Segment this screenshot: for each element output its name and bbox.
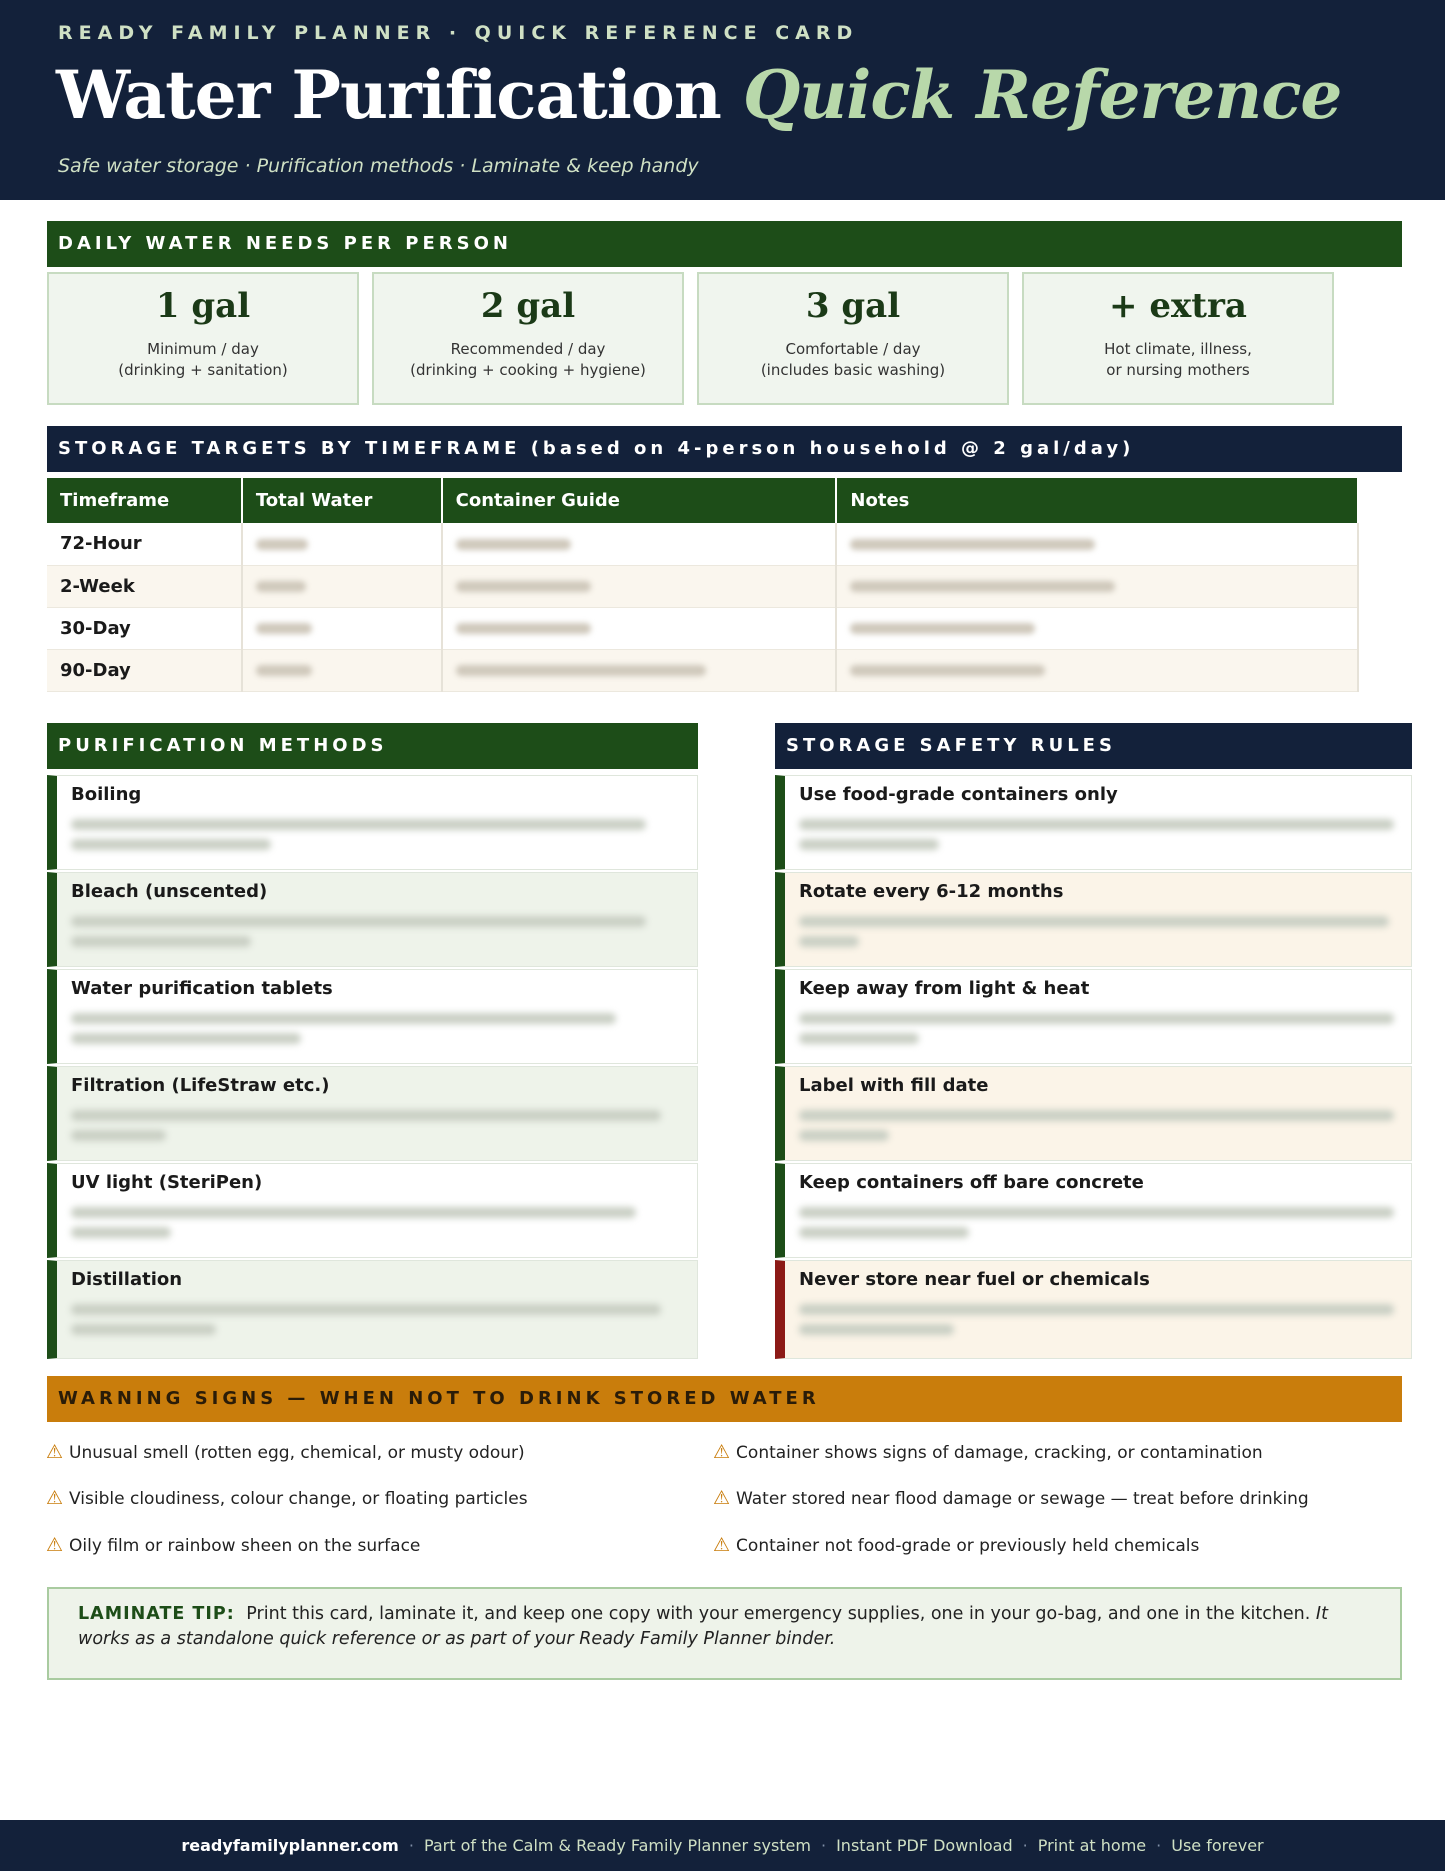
warning-triangle-icon: ⚠ — [713, 1487, 731, 1509]
footer-text: Print at home — [1037, 1836, 1147, 1855]
blurred-cell — [442, 607, 837, 649]
tip-label: LAMINATE TIP: — [78, 1604, 235, 1624]
table-row — [47, 523, 1358, 565]
need-card — [47, 272, 359, 405]
footer-text: Instant PDF Download — [836, 1836, 1013, 1855]
warning-text: Oily film or rainbow sheen on the surface — [69, 1536, 421, 1556]
warning-item — [46, 1487, 528, 1509]
laminate-tip-box — [47, 1587, 1402, 1680]
blurred-cell — [836, 523, 1358, 565]
need-line: Hot climate, illness, — [1104, 340, 1252, 358]
purification-name: UV light (SteriPen) — [71, 1172, 263, 1193]
purification-item — [47, 775, 698, 870]
footer-site-link[interactable]: readyfamilyplanner.com — [181, 1836, 399, 1855]
need-amount: 1 gal — [155, 286, 251, 326]
warning-text: Container not food-grade or previously held chemicals — [736, 1536, 1200, 1556]
warning-triangle-icon: ⚠ — [46, 1441, 64, 1463]
purification-item — [47, 969, 698, 1064]
need-line: Minimum / day — [147, 340, 259, 358]
purification-heading: PURIFICATION METHODS — [47, 723, 698, 769]
footer-separator: · — [820, 1836, 827, 1855]
header-banner — [0, 0, 1445, 200]
safety-name: Use food-grade containers only — [799, 784, 1118, 805]
need-line: (includes basic washing) — [760, 361, 946, 379]
timeframe-cell: 30-Day — [47, 607, 242, 649]
title-main: Water Purification — [56, 56, 721, 134]
warning-triangle-icon: ⚠ — [713, 1534, 731, 1556]
warning-text: Container shows signs of damage, cracking, or contamination — [736, 1443, 1263, 1463]
timeframe-cell: 2-Week — [47, 565, 242, 607]
safety-heading: STORAGE SAFETY RULES — [775, 723, 1412, 769]
safety-name: Label with fill date — [799, 1075, 989, 1096]
need-card — [1022, 272, 1334, 405]
blurred-cell — [242, 649, 442, 691]
footer-bar — [0, 1820, 1445, 1871]
safety-item — [775, 872, 1412, 967]
storage-targets-table — [47, 478, 1359, 692]
table-row — [47, 565, 1358, 607]
page-subtitle: Safe water storage · Purification methods · Laminate & keep handy — [58, 155, 699, 177]
blurred-cell — [442, 523, 837, 565]
need-line: (drinking + sanitation) — [118, 361, 288, 379]
tip-text: Print this card, laminate it, and keep one copy with your emergency supplies, one in your go-bag, and one in the kitchen. — [246, 1604, 1311, 1624]
purification-item — [47, 872, 698, 967]
purification-item — [47, 1260, 698, 1359]
warning-item — [46, 1441, 525, 1463]
title-accent: Quick Reference — [742, 56, 1342, 134]
timeframe-cell: 90-Day — [47, 649, 242, 691]
eyebrow-text: READY FAMILY PLANNER · QUICK REFERENCE CARD — [58, 22, 859, 44]
storage-targets-heading: STORAGE TARGETS BY TIMEFRAME (based on 4-person household @ 2 gal/day) — [47, 426, 1402, 472]
footer-separator: · — [1022, 1836, 1028, 1855]
blurred-cell — [442, 649, 837, 691]
need-amount: + extra — [1109, 286, 1247, 326]
warning-triangle-icon: ⚠ — [46, 1487, 64, 1509]
warning-triangle-icon: ⚠ — [713, 1441, 731, 1463]
tip-italic: It works as a standalone quick reference or as part of your Ready Family Planner binder. — [78, 1604, 1328, 1649]
blurred-cell — [242, 607, 442, 649]
warning-item — [713, 1441, 1263, 1463]
blurred-cell — [836, 565, 1358, 607]
purification-name: Distillation — [71, 1269, 183, 1290]
safety-name: Never store near fuel or chemicals — [799, 1269, 1150, 1290]
footer-text: Part of the Calm & Ready Family Planner system — [423, 1836, 811, 1855]
column-header: Notes — [836, 478, 1358, 523]
daily-needs-heading: DAILY WATER NEEDS PER PERSON — [47, 221, 1402, 267]
purification-name: Filtration (LifeStraw etc.) — [71, 1075, 330, 1096]
timeframe-cell: 72-Hour — [47, 523, 242, 565]
purification-name: Boiling — [71, 784, 142, 805]
need-card — [372, 272, 684, 405]
blurred-cell — [836, 607, 1358, 649]
blurred-cell — [442, 565, 837, 607]
safety-item — [775, 1066, 1412, 1161]
table-row — [47, 649, 1358, 691]
warning-item — [713, 1534, 1199, 1556]
footer-separator: · — [1156, 1836, 1162, 1855]
safety-name: Keep containers off bare concrete — [799, 1172, 1144, 1193]
need-line: Comfortable / day — [785, 340, 921, 358]
purification-item — [47, 1066, 698, 1161]
safety-item — [775, 969, 1412, 1064]
footer-separator: · — [408, 1836, 414, 1855]
need-card — [697, 272, 1009, 405]
blurred-cell — [242, 523, 442, 565]
warning-item — [46, 1534, 420, 1556]
safety-name: Rotate every 6-12 months — [799, 881, 1064, 902]
need-amount: 2 gal — [480, 286, 576, 326]
column-header: Container Guide — [442, 478, 837, 523]
warnings-heading: WARNING SIGNS — WHEN NOT TO DRINK STORED WATER — [47, 1376, 1402, 1422]
column-header: Total Water — [242, 478, 442, 523]
page-title — [56, 56, 1341, 134]
purification-name: Water purification tablets — [71, 978, 333, 999]
blurred-cell — [242, 565, 442, 607]
warning-item — [713, 1487, 1309, 1509]
table-row — [47, 607, 1358, 649]
warning-text: Unusual smell (rotten egg, chemical, or musty odour) — [69, 1443, 525, 1463]
safety-item-danger — [775, 1260, 1412, 1359]
need-amount: 3 gal — [805, 286, 901, 326]
purification-item — [47, 1163, 698, 1258]
safety-item — [775, 1163, 1412, 1258]
need-line: or nursing mothers — [1106, 361, 1250, 379]
warning-text: Water stored near flood damage or sewage — treat before drinking — [736, 1489, 1309, 1509]
warning-text: Visible cloudiness, colour change, or floating particles — [69, 1489, 528, 1509]
need-line: Recommended / day — [450, 340, 606, 358]
need-line: (drinking + cooking + hygiene) — [410, 361, 646, 379]
column-header: Timeframe — [47, 478, 242, 523]
blurred-cell — [836, 649, 1358, 691]
safety-name: Keep away from light & heat — [799, 978, 1090, 999]
purification-name: Bleach (unscented) — [71, 881, 268, 902]
warning-triangle-icon: ⚠ — [46, 1534, 64, 1556]
safety-item — [775, 775, 1412, 870]
footer-text: Use forever — [1171, 1836, 1264, 1855]
table-header-row — [47, 478, 1358, 523]
